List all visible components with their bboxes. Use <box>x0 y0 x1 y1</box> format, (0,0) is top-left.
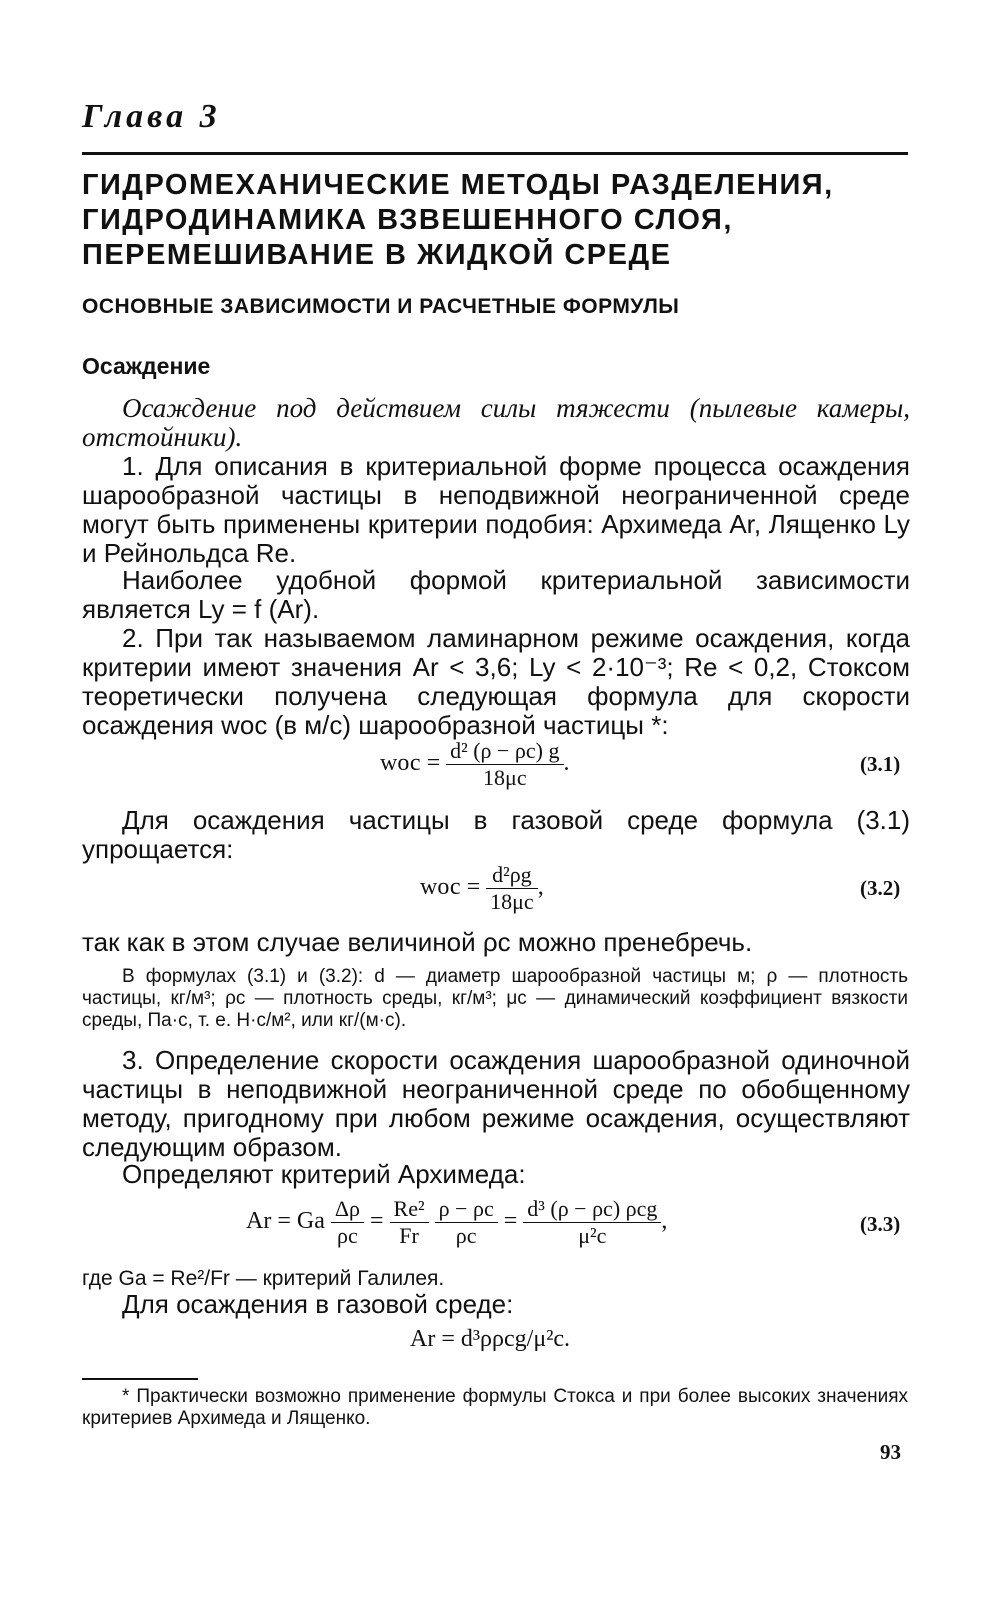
paragraph-1b: Наиболее удобной формой критериальной зависимости является Ly = f (Ar). <box>82 565 910 624</box>
paragraph-5: 3. Определение скорости осаждения шарообразной одиночной частицы в неподвижной неограниченной среде по обобщенному методу, пригодному при любом режиме осаждения, осуществляют следующим образом. <box>82 1045 910 1162</box>
eq3-f1-numerator: Δρ <box>334 1196 360 1221</box>
notation-note: В формулах (3.1) и (3.2): d — диаметр шарообразной частицы м; ρ — плотность частицы, кг/м³; ρс — плотность среды, кг/м³; μс — динамический коэффициент вязкости среды, Па·с, т. е. Н·с/м², или кг/(м·с). <box>82 966 908 1031</box>
section-heading: Осаждение <box>82 353 211 379</box>
eq1-tail: . <box>563 750 570 777</box>
equation-number-3-1: (3.1) <box>860 752 901 776</box>
eq3-equals-2: = <box>503 1208 518 1235</box>
eq1-lhs: wос = <box>380 750 441 777</box>
intro-paragraph: Осаждение под действием силы тяжести (пылевые камеры, отстойники). <box>82 393 910 452</box>
eq3-fraction-1 <box>331 1196 364 1249</box>
title-line-2: ГИДРОДИНАМИКА ВЗВЕШЕННОГО СЛОЯ, <box>82 204 733 236</box>
header-rule <box>82 152 908 155</box>
eq3-tail: , <box>661 1208 668 1235</box>
paragraph-1: 1. Для описания в критериальной форме процесса осаждения шарообразной частицы в неподвижной неограниченной среде могут быть применены критерии подобия: Архимеда Ar, Лященко Ly и Рейнольдса Re. <box>82 451 910 568</box>
title-line-3: ПЕРЕМЕШИВАНИЕ В ЖИДКОЙ СРЕДЕ <box>82 239 672 271</box>
footnote: * Практически возможно применение формулы Стокса и при более высоких значениях критериев Архимеда и Лященко. <box>82 1386 908 1429</box>
eq3-f4-numerator: d³ (ρ − ρс) ρсg <box>527 1196 658 1221</box>
paragraph-8: Для осаждения в газовой среде: <box>122 1289 514 1319</box>
eq2-lhs: wос = <box>420 874 481 901</box>
page-number: 93 <box>880 1440 901 1464</box>
eq2-denominator: 18μс <box>486 888 538 915</box>
eq2-numerator: d²ρg <box>492 862 532 887</box>
eq3-fraction-2 <box>390 1196 429 1249</box>
equation-3-3 <box>246 1196 667 1249</box>
eq3-f3-numerator: ρ − ρс <box>438 1196 494 1221</box>
paragraph-7: где Ga = Re²/Fr — критерий Галилея. <box>82 1267 445 1290</box>
eq2-fraction <box>486 862 538 915</box>
paragraph-3: Для осаждения частицы в газовой среде формула (3.1) упрощается: <box>82 805 910 864</box>
eq2-tail: , <box>537 874 544 901</box>
eq3-f2-denominator: Fr <box>390 1222 429 1249</box>
eq3-f1-denominator: ρс <box>331 1222 364 1249</box>
equation-number-3-3: (3.3) <box>860 1212 901 1236</box>
equation-gas-archimedes: Ar = d³ρρсg/μ²с. <box>410 1326 571 1352</box>
eq1-numerator: d² (ρ − ρс) g <box>450 738 560 763</box>
eq3-fraction-3 <box>435 1196 498 1249</box>
equation-3-1 <box>380 738 570 791</box>
eq3-f2-numerator: Re² <box>393 1196 425 1221</box>
chapter-label: Глава 3 <box>82 98 221 135</box>
footnote-rule <box>82 1378 198 1380</box>
eq3-f4-denominator: μ²с <box>523 1222 661 1249</box>
title-line-1: ГИДРОМЕХАНИЧЕСКИЕ МЕТОДЫ РАЗДЕЛЕНИЯ, <box>82 169 834 201</box>
eq3-equals-1: = <box>369 1208 384 1235</box>
eq3-lhs: Ar = Ga <box>246 1208 325 1235</box>
eq3-fraction-4 <box>523 1196 661 1249</box>
paragraph-6: Определяют критерий Архимеда: <box>122 1159 526 1189</box>
paragraph-2: 2. При так называемом ламинарном режиме осаждения, когда критерии имеют значения Ar < 3,6; Ly < 2·10⁻³; Re < 0,2, Стоксом теоретически получена следующая формула для скорости осаждения wос (в м/с) шарообразной частицы *: <box>82 623 910 740</box>
section-subtitle: ОСНОВНЫЕ ЗАВИСИМОСТИ И РАСЧЕТНЫЕ ФОРМУЛЫ <box>82 295 680 318</box>
equation-3-2 <box>420 862 544 915</box>
paragraph-4: так как в этом случае величиной ρс можно пренебречь. <box>82 927 753 957</box>
eq1-fraction <box>446 738 563 791</box>
chapter-title <box>82 168 912 273</box>
equation-number-3-2: (3.2) <box>860 876 901 900</box>
eq3-f3-denominator: ρс <box>435 1222 498 1249</box>
eq1-denominator: 18μс <box>446 764 563 791</box>
